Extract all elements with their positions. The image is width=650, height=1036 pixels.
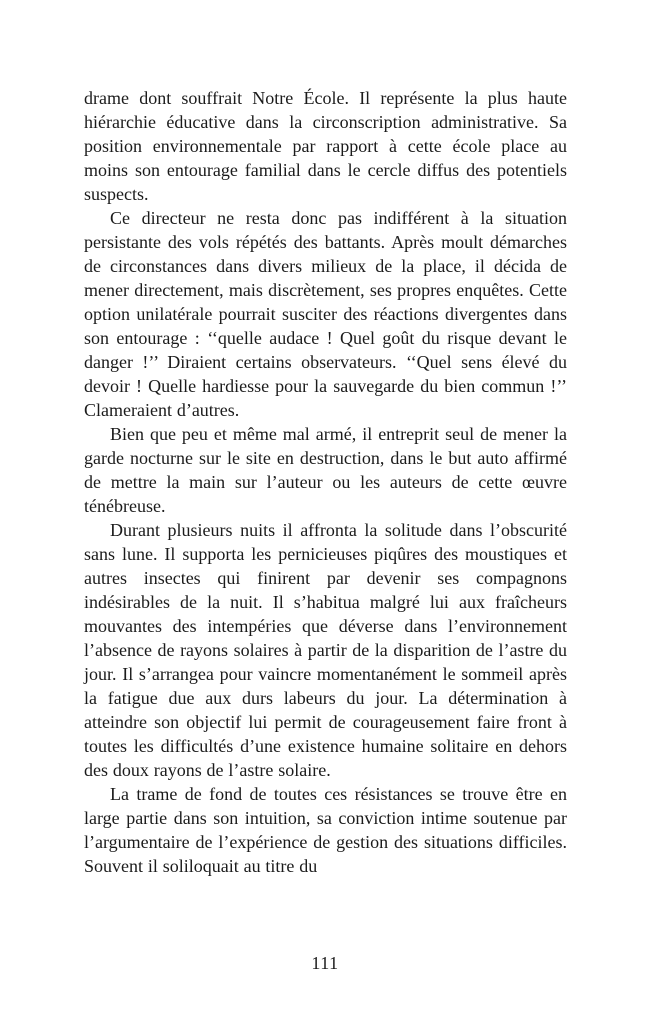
- page-number: 111: [311, 953, 339, 973]
- paragraph: drame dont souffrait Notre École. Il représente la plus haute hiérarchie éducative dans la circonscription administrative. Sa position environnementale par rapport à cette école place au moins son entourage familial dans le cercle diffus des potentiels suspects.: [84, 88, 567, 204]
- paragraph: Ce directeur ne resta donc pas indifférent à la situation persistante des vols répétés des battants. Après moult démarches de circonstances dans divers milieux de la place, il décida de mener directement, mais discrètement, ses propres enquêtes. Cette option unilatérale pourrait susciter des réactions divergentes dans son entourage : ‘‘quelle audace ! Quel goût du risque devant le danger !’’ Diraient certains observateurs. ‘‘Quel sens élevé du devoir ! Quelle hardiesse pour la sauvegarde du bien commun !’’ Clameraient d’autres.: [84, 208, 567, 420]
- paragraph: Durant plusieurs nuits il affronta la solitude dans l’obscurité sans lune. Il supporta les pernicieuses piqûres des moustiques et autres insectes qui finirent par devenir ses compagnons indésirables de la nuit. Il s’habitua malgré lui aux fraîcheurs mouvantes des intempéries que déverse dans l’environnement l’absence de rayons solaires à partir de la disparition de l’astre du jour. Il s’arrangea pour vaincre momentanément le sommeil après la fatigue due aux durs labeurs du jour. La détermination à atteindre son objectif lui permit de courageusement faire front à toutes les difficultés d’une existence humaine solitaire en dehors des doux rayons de l’astre solaire.: [84, 520, 567, 780]
- paragraph: La trame de fond de toutes ces résistances se trouve être en large partie dans son intuition, sa conviction intime soutenue par l’argumentaire de l’expérience de gestion des situations difficiles. Souvent il soliloquait au titre du: [84, 784, 567, 876]
- page-text: [84, 86, 567, 878]
- paragraph: Bien que peu et même mal armé, il entreprit seul de mener la garde nocturne sur le site en destruction, dans le but auto affirmé de mettre la main sur l’auteur ou les auteurs de cette œuvre ténébreuse.: [84, 424, 567, 516]
